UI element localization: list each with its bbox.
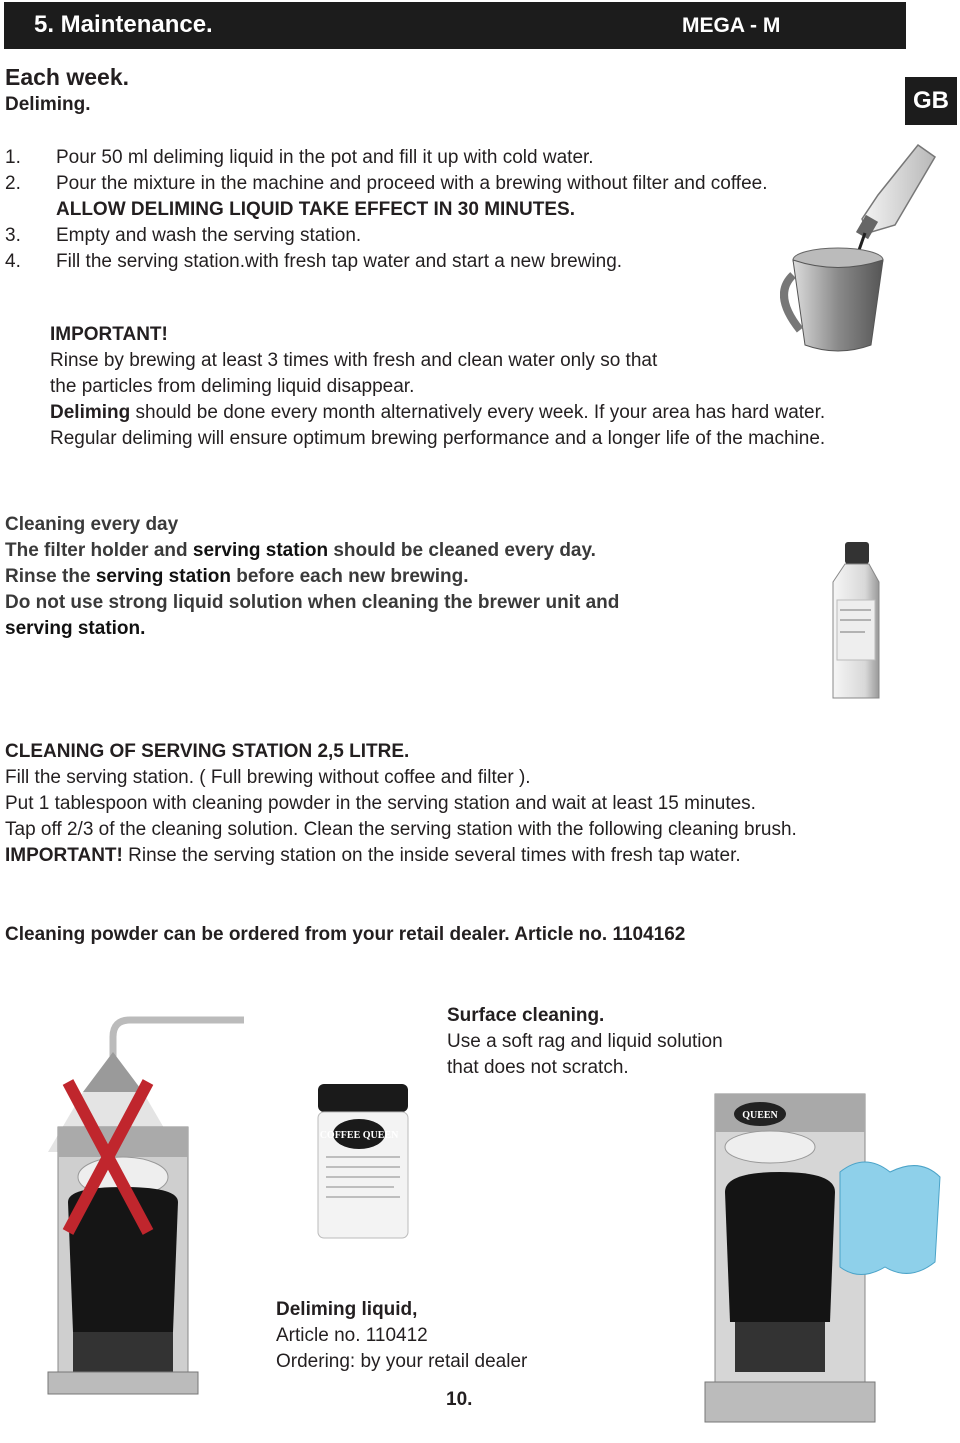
model-name: MEGA - M	[682, 14, 781, 37]
surface-line-2: that does not scratch.	[447, 1057, 629, 1078]
step-4: 4. Fill the serving station.with fresh tap water and start a new brewing.	[5, 251, 623, 272]
daily-line-1: The filter holder and serving station should be cleaned every day.	[5, 540, 596, 561]
hose-icon	[113, 1020, 244, 1067]
deliming-ordering: Ordering: by your retail dealer	[276, 1351, 528, 1372]
jug-icon	[784, 248, 883, 351]
surface-heading: Surface cleaning.	[447, 1005, 605, 1026]
machine-brand-text: QUEEN	[742, 1110, 778, 1121]
pouring-jug-illustration	[780, 135, 940, 360]
serving-station-icon	[725, 1172, 835, 1322]
serving-important: IMPORTANT! Rinse the serving station on the inside several times with fresh tap water.	[5, 845, 741, 866]
section-title: 5. Maintenance.	[34, 11, 213, 38]
daily-line-4: serving station.	[5, 618, 146, 639]
cleaning-powder-jar-illustration	[314, 1082, 412, 1244]
serving-line-1: Fill the serving station. ( Full brewing without coffee and filter ).	[5, 767, 531, 788]
daily-line-3: Do not use strong liquid solution when cleaning the brewer unit and	[5, 592, 620, 613]
order-note: Cleaning powder can be ordered from your retail dealer. Article no. 1104162	[5, 924, 686, 945]
daily-line-2: Rinse the serving station before each new brewing.	[5, 566, 469, 587]
weekly-subheading: Deliming.	[5, 94, 91, 115]
deliming-frequency: Deliming should be done every month alternatively every week. If your area has hard water.	[50, 402, 826, 423]
deliming-article: Article no. 110412	[276, 1325, 428, 1346]
jar-lid-icon	[318, 1084, 408, 1112]
weekly-heading: Each week.	[5, 64, 130, 90]
important-label: IMPORTANT!	[50, 324, 168, 345]
sponge-icon	[840, 1162, 940, 1275]
step-2-note: ALLOW DELIMING LIQUID TAKE EFFECT IN 30 MINUTES.	[56, 199, 575, 220]
serving-line-2: Put 1 tablespoon with cleaning powder in the serving station and wait at least 15 minutes.	[5, 793, 756, 814]
jar-brand-text: COFFEE QUEEN	[319, 1130, 399, 1141]
surface-cleaning-machine-illustration	[700, 1082, 945, 1430]
surface-line-1: Use a soft rag and liquid solution	[447, 1031, 723, 1052]
crossed-machine-illustration	[38, 1012, 248, 1402]
rinse-line-1: Rinse by brewing at least 3 times with fresh and clean water only so that	[50, 350, 658, 371]
page-header	[4, 2, 906, 49]
daily-heading: Cleaning every day	[5, 514, 179, 535]
step-2: 2. Pour the mixture in the machine and proceed with a brewing without filter and coffee.	[5, 173, 768, 194]
deliming-liquid-heading: Deliming liquid,	[276, 1299, 418, 1320]
step-3: 3. Empty and wash the serving station.	[5, 225, 362, 246]
regular-deliming-note: Regular deliming will ensure optimum brewing performance and a longer life of the machine.	[50, 428, 826, 449]
page-number: 10.	[446, 1389, 473, 1410]
language-badge: GB	[905, 77, 957, 125]
cleaning-bottle-illustration	[825, 540, 885, 702]
rinse-line-2: the particles from deliming liquid disappear.	[50, 376, 415, 397]
serving-cleaning-heading: CLEANING OF SERVING STATION 2,5 LITRE.	[5, 741, 410, 762]
step-1: 1. Pour 50 ml deliming liquid in the pot and fill it up with cold water.	[5, 147, 594, 168]
bottle-icon	[856, 145, 935, 239]
serving-line-3: Tap off 2/3 of the cleaning solution. Clean the serving station with the following cleaning brush.	[5, 819, 797, 840]
bottle-cap-icon	[845, 542, 869, 564]
